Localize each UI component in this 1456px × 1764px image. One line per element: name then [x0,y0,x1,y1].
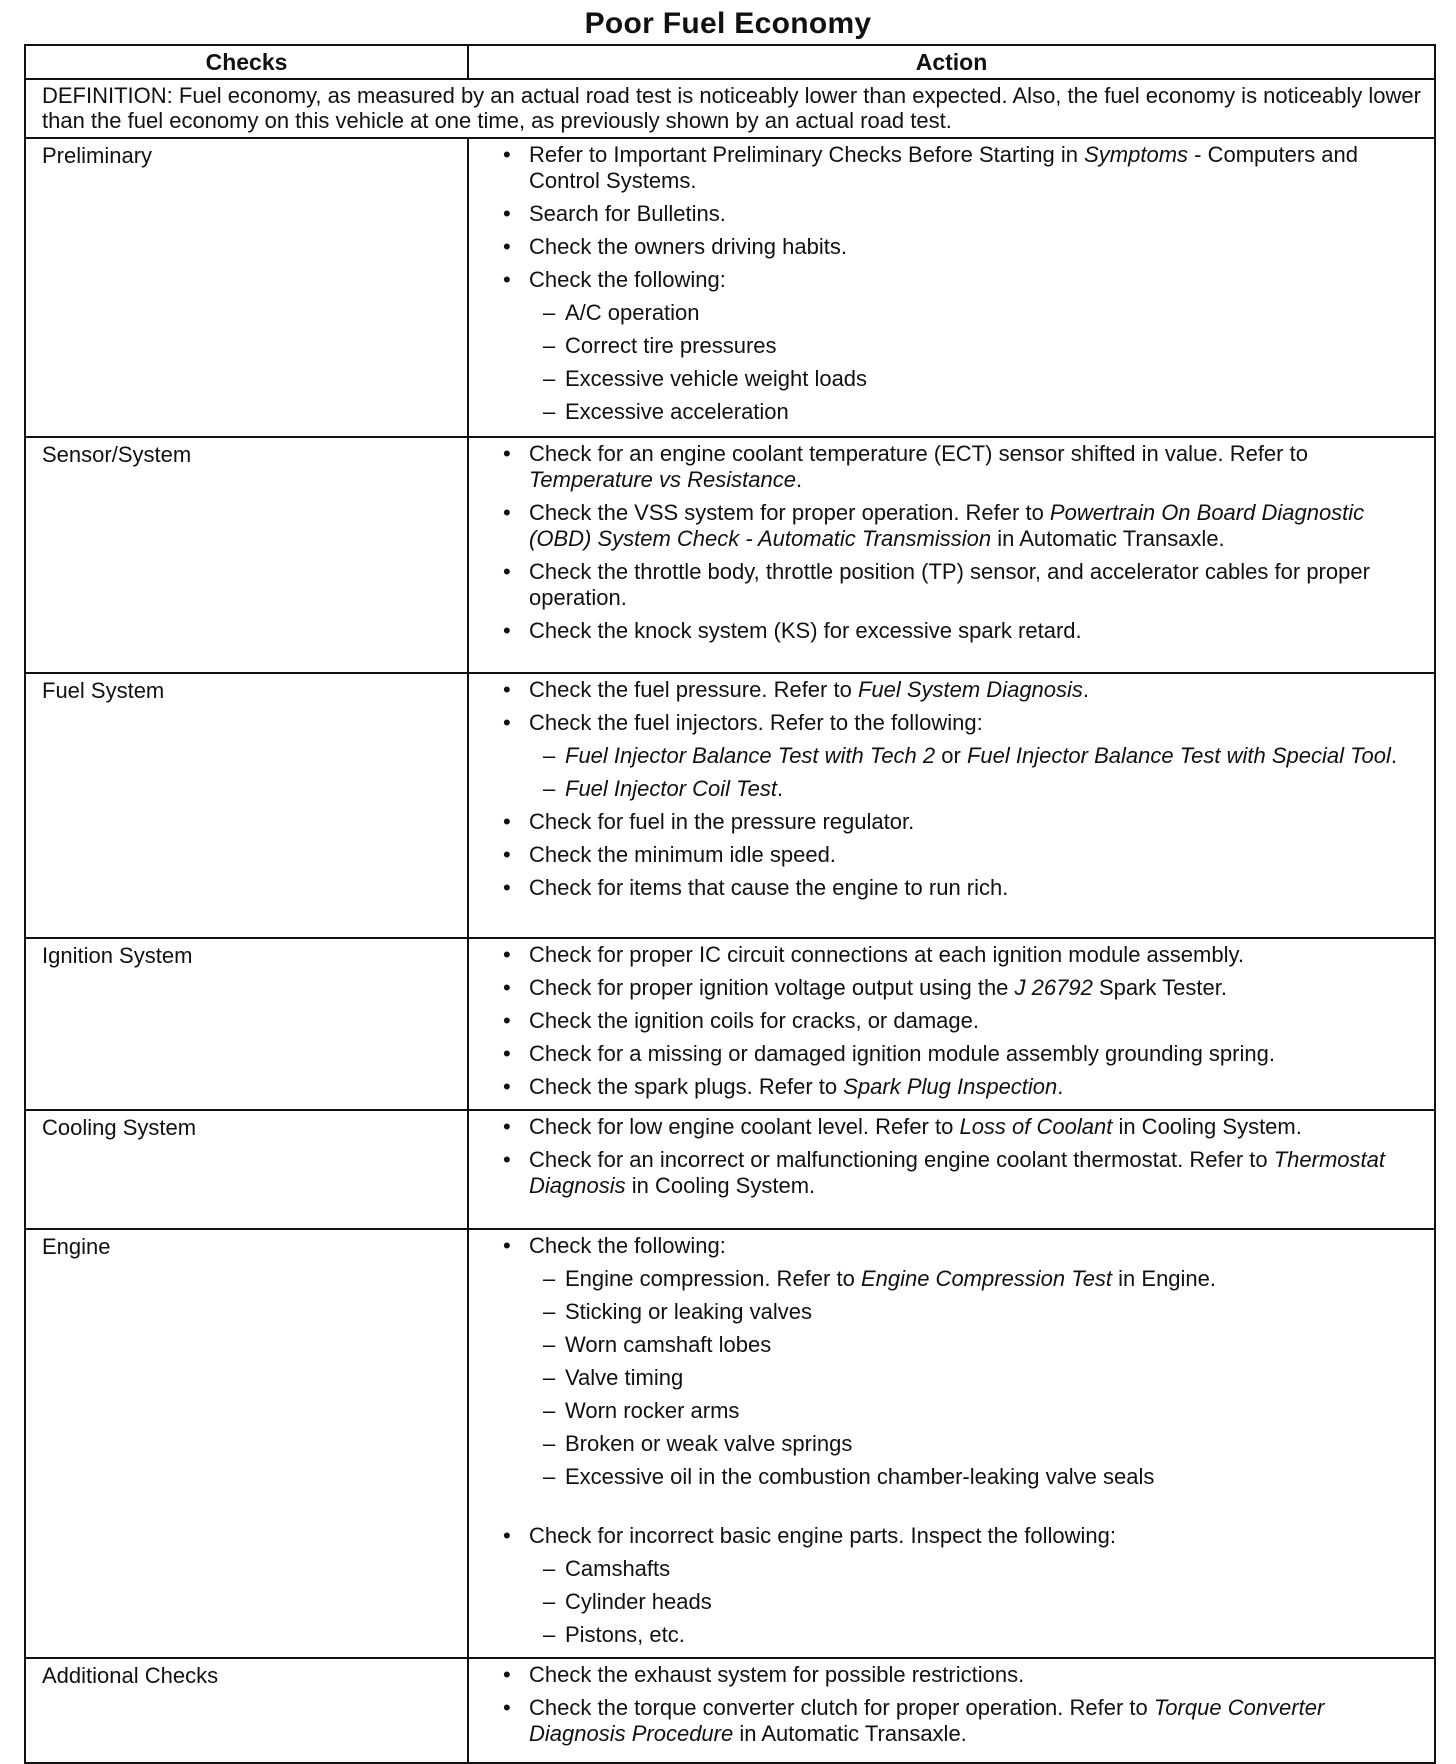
action-text: Check the following: [529,267,726,292]
action-bullet [499,1041,1426,1067]
action-subitem [499,1365,1426,1391]
action-text: Pistons, etc. [565,1622,685,1647]
action-cell [468,1110,1435,1229]
check-label: Preliminary [25,138,468,437]
action-cell [468,1658,1435,1763]
action-text: Spark Tester. [1092,975,1227,1000]
action-text: Check the fuel pressure. Refer to [529,677,858,702]
check-label: Sensor/System [25,437,468,673]
action-text: Refer to Important Preliminary Checks Before Starting in [529,142,1085,167]
reference-text: Thermostat Diagnosis [529,1147,1385,1198]
table-row [25,673,1435,938]
action-text: Check for incorrect basic engine parts. Inspect the following: [529,1523,1116,1548]
table-row [25,1110,1435,1229]
reference-text: Torque Converter Diagnosis Procedure [529,1695,1325,1746]
action-text: Valve timing [565,1365,684,1390]
action-bullet [499,1523,1426,1549]
action-text: . [1390,743,1398,768]
action-text: Worn rocker arms [565,1398,740,1423]
action-text: Camshafts [565,1556,671,1581]
action-text: Check the knock system (KS) for excessive spark retard. [529,618,1082,643]
action-subitem [499,1299,1426,1325]
action-subitem [499,1589,1426,1615]
action-text: in Automatic Transaxle. [733,1721,967,1746]
header-checks: Checks [25,45,468,79]
action-subitem [499,333,1426,359]
action-text: . [776,776,784,801]
action-bullet [499,1008,1426,1034]
action-bullet [499,142,1426,194]
action-subitem [499,776,1426,802]
reference-text: Engine Compression Test [860,1266,1113,1291]
definition-text: DEFINITION: Fuel economy, as measured by an actual road test is noticeably lower than expected. Also, the fuel economy is noticeably lower than the fuel economy on this vehicle at one time, as previously shown by an actual road test. [25,79,1435,138]
action-bullet [499,875,1426,901]
action-bullet [499,441,1426,493]
table-row [25,437,1435,673]
action-text: Check for fuel in the pressure regulator. [529,809,915,834]
reference-text: Fuel Injector Balance Test with Special Tool [966,743,1391,768]
action-text: Excessive oil in the combustion chamber-leaking valve seals [565,1464,1155,1489]
action-bullet [499,942,1426,968]
action-bullet [499,677,1426,703]
table-row [25,938,1435,1110]
action-bullet [499,1147,1426,1199]
reference-text: J 26792 [1014,975,1093,1000]
action-bullet [499,234,1426,260]
action-bullet [499,809,1426,835]
action-cell [468,673,1435,938]
action-text: Search for Bulletins. [529,201,726,226]
action-text: Check the exhaust system for possible restrictions. [529,1662,1025,1687]
check-label: Fuel System [25,673,468,938]
action-text: Check the torque converter clutch for proper operation. Refer to [529,1695,1154,1720]
action-text: in Cooling System. [1112,1114,1302,1139]
action-bullet [499,1662,1426,1688]
action-subitem [499,1622,1426,1648]
header-action: Action [468,45,1435,79]
action-text: Check the fuel injectors. Refer to the following: [529,710,983,735]
definition-row [25,79,1435,138]
action-bullet [499,618,1426,644]
table-row [25,1658,1435,1763]
action-text: Check for proper IC circuit connections at each ignition module assembly. [529,942,1244,967]
page-title: Poor Fuel Economy [584,7,872,40]
action-subitem [499,1556,1426,1582]
reference-text: Symptoms [1084,142,1189,167]
action-text: Engine compression. Refer to [565,1266,861,1291]
action-subitem [499,1431,1426,1457]
action-bullet [499,559,1426,611]
action-subitem [499,1398,1426,1424]
action-text: Cylinder heads [565,1589,712,1614]
action-subitem [499,1332,1426,1358]
reference-text: Loss of Coolant [959,1114,1113,1139]
action-text: A/C operation [565,300,700,325]
action-text: Excessive vehicle weight loads [565,366,868,391]
reference-text: Powertrain On Board Diagnostic (OBD) System Check - Automatic Transmission [529,500,1365,551]
action-bullet [499,842,1426,868]
action-text: Check the owners driving habits. [529,234,847,259]
action-text: . [1057,1074,1064,1099]
action-bullet [499,267,1426,293]
action-cell [468,938,1435,1110]
action-bullet [499,201,1426,227]
action-text: Check for proper ignition voltage output using the [529,975,1015,1000]
action-bullet [499,1114,1426,1140]
action-text: Check for a missing or damaged ignition module assembly grounding spring. [529,1041,1275,1066]
action-bullet [499,1074,1426,1100]
action-subitem [499,1464,1426,1490]
action-text: Broken or weak valve springs [565,1431,853,1456]
action-text: . [795,467,803,492]
action-bullet [499,1233,1426,1259]
diagnosis-table [24,44,1436,1764]
reference-text: Temperature vs Resistance [529,467,796,492]
action-text: Correct tire pressures [565,333,777,358]
action-bullet [499,1695,1426,1747]
action-text: Check the VSS system for proper operation. Refer to [529,500,1050,525]
table-row [25,138,1435,437]
action-text: Excessive acceleration [565,399,789,424]
action-cell [468,1229,1435,1658]
action-text: Check for an incorrect or malfunctioning engine coolant thermostat. Refer to [529,1147,1274,1172]
action-text: Check the minimum idle speed. [529,842,836,867]
header-row [25,45,1435,79]
action-text: Sticking or leaking valves [565,1299,813,1324]
action-text: in Cooling System. [625,1173,816,1198]
check-label: Cooling System [25,1110,468,1229]
action-text: . [1082,677,1090,702]
action-cell [468,437,1435,673]
check-label: Ignition System [25,938,468,1110]
action-bullet [499,500,1426,552]
action-text: Check for low engine coolant level. Refer to [529,1114,960,1139]
spacer [499,1497,1426,1523]
action-text: - Computers and Control Systems. [529,142,1359,193]
action-subitem [499,300,1426,326]
action-text: Check for an engine coolant temperature (ECT) sensor shifted in value. Refer to [529,441,1308,466]
reference-text: Fuel Injector Balance Test with Tech 2 [565,743,936,768]
reference-text: Fuel System Diagnosis [857,677,1083,702]
action-text: in Engine. [1112,1266,1217,1291]
check-label: Engine [25,1229,468,1658]
reference-text: Spark Plug Inspection [843,1074,1058,1099]
action-subitem [499,1266,1426,1292]
action-text: in Automatic Transaxle. [991,526,1225,551]
action-text: Worn camshaft lobes [565,1332,772,1357]
action-text: Check the following: [529,1233,726,1258]
action-subitem [499,366,1426,392]
action-text: Check the spark plugs. Refer to [529,1074,844,1099]
action-bullet [499,710,1426,736]
action-text: Check for items that cause the engine to run rich. [529,875,1009,900]
action-subitem [499,743,1426,769]
action-text: Check the ignition coils for cracks, or damage. [529,1008,979,1033]
action-bullet [499,975,1426,1001]
table-row [25,1229,1435,1658]
action-cell [468,138,1435,437]
action-text: or [935,743,967,768]
action-subitem [499,399,1426,425]
action-text: Check the throttle body, throttle position (TP) sensor, and accelerator cables for proper operation. [529,559,1370,610]
reference-text: Fuel Injector Coil Test [565,776,777,801]
check-label: Additional Checks [25,1658,468,1763]
